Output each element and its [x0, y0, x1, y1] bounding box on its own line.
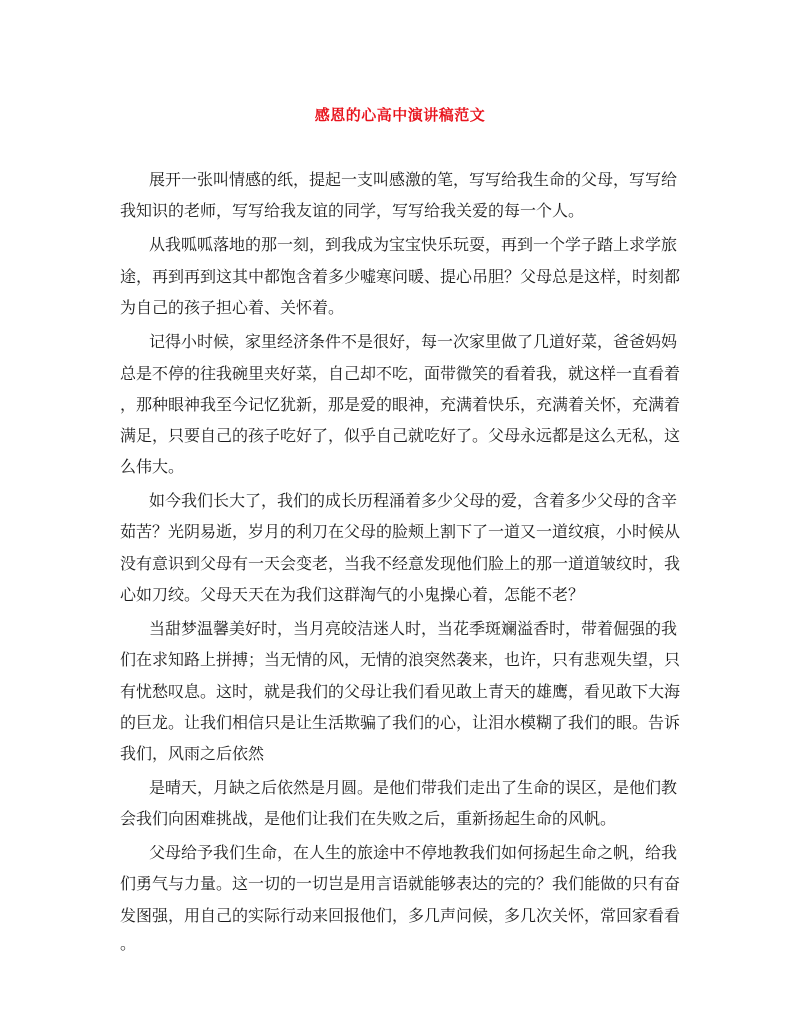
paragraph-line: ，那种眼神我至今记忆犹新，那是爱的眼神，充满着快乐，充满着关怀，充满着 [120, 395, 681, 414]
paragraph-line: 如今我们长大了，我们的成长历程涌着多少父母的爱，含着多少父母的含辛 [149, 491, 678, 510]
paragraph-line: 没有意识到父母有一天会变老，当我不经意发现他们脸上的那一道道皱纹时，我 [120, 554, 681, 573]
paragraph-line: 发图强，用自己的实际行动来回报他们，多几声问候，多几次关怀，常回家看看 [120, 906, 681, 925]
paragraph-line: 会我们向困难挑战，是他们让我们在失败之后，重新扬起生命的风帆。 [120, 809, 617, 828]
paragraph-line: 记得小时候，家里经济条件不是很好，每一次家里做了几道好菜，爸爸妈妈 [149, 332, 678, 351]
paragraph-line: 们勇气与力量。这一切的一切岂是用言语就能够表达的完的？我们能做的只有奋 [120, 874, 681, 893]
paragraph-line: 为自己的孩子担心着、关怀着。 [120, 298, 345, 317]
paragraph-line: 有忧愁叹息。这时，就是我们的父母让我们看见敢上青天的雄鹰，看见敢下大海 [120, 682, 681, 701]
paragraph-line: 么伟大。 [120, 457, 185, 476]
paragraph-line: 当甜梦温馨美好时，当月亮皎洁迷人时，当花季斑斓溢香时，带着倔强的我 [149, 619, 678, 638]
paragraph-line: 我知识的老师，写写给我友谊的同学，写写给我关爱的每一个人。 [120, 201, 585, 220]
paragraph-line: 的巨龙。让我们相信只是让生活欺骗了我们的心，让泪水模糊了我们的眼。告诉 [120, 713, 681, 732]
paragraph-line: 总是不停的往我碗里夹好菜，自己却不吃，面带微笑的看着我，就这样一直看着 [120, 364, 681, 383]
paragraph-line: 们在求知路上拼搏；当无情的风，无情的浪突然袭来，也许，只有悲观失望，只 [120, 650, 681, 669]
paragraph-line: 心如刀绞。父母天天在为我们这群淘气的小鬼操心着，怎能不老？ [120, 585, 585, 604]
document-title: 感恩的心高中演讲稿范文 [314, 106, 486, 124]
paragraph-line: 途，再到再到这其中都饱含着多少嘘寒问暖、提心吊胆？父母总是这样，时刻都 [120, 267, 681, 286]
paragraph-line: 我们，风雨之后依然 [120, 744, 265, 763]
paragraph-line: 。 [120, 934, 137, 953]
paragraph-line: 展开一张叫情感的纸，提起一支叫感激的笔，写写给我生命的父母，写写给 [149, 170, 678, 189]
paragraph-line: 是晴天，月缺之后依然是月圆。是他们带我们走出了生命的误区，是他们教 [149, 778, 678, 797]
paragraph-line: 从我呱呱落地的那一刻，到我成为宝宝快乐玩耍，再到一个学子踏上求学旅 [149, 235, 678, 254]
paragraph-line: 父母给予我们生命，在人生的旅途中不停地教我们如何扬起生命之帆，给我 [149, 843, 678, 862]
paragraph-line: 茹苦？光阴易逝，岁月的利刀在父母的脸颊上割下了一道又一道纹痕，小时候从 [120, 522, 681, 541]
paragraph-line: 满足，只要自己的孩子吃好了，似乎自己就吃好了。父母永远都是这么无私，这 [120, 426, 681, 445]
